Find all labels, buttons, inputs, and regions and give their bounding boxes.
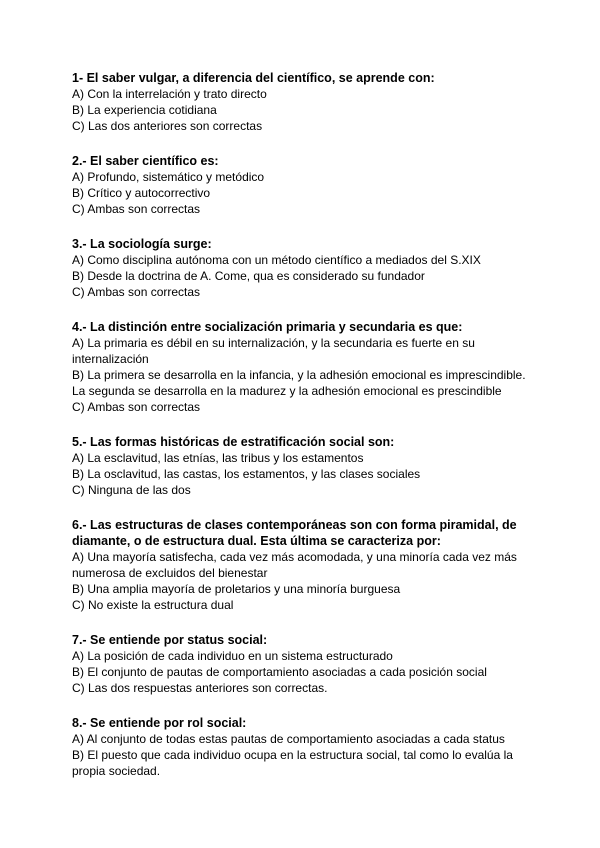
- option-c: C) Las dos respuestas anteriores son correctas.: [72, 681, 328, 695]
- option-a: A) Como disciplina autónoma con un método científico a mediados del S.XIX: [72, 253, 481, 267]
- option-c: C) Ninguna de las dos: [72, 483, 191, 497]
- option-b: B) La primera se desarrolla en la infancia, y la adhesión emocional es imprescindible. La segunda se desarrolla en la madurez y la adhesión emocional es prescindible: [72, 368, 526, 398]
- question-1: [72, 70, 540, 134]
- option-b: B) La osclavitud, las castas, los estamentos, y las clases sociales: [72, 467, 421, 481]
- option-a: A) Con la interrelación y trato directo: [72, 87, 267, 101]
- option-b: B) Crítico y autocorrectivo: [72, 186, 211, 200]
- question-title: 6.- Las estructuras de clases contemporáneas son con forma piramidal, de diamante, o de estructura dual. Esta última se caracteriza por:: [72, 518, 517, 548]
- option-a: A) Al conjunto de todas estas pautas de comportamiento asociadas a cada status: [72, 732, 505, 746]
- question-title: 4.- La distinción entre socialización primaria y secundaria es que:: [72, 320, 463, 334]
- option-b: B) El puesto que cada individuo ocupa en la estructura social, tal como lo evalúa la propia sociedad.: [72, 748, 513, 778]
- option-c: C) Ambas son correctas: [72, 202, 201, 216]
- option-a: A) Profundo, sistemático y metódico: [72, 170, 265, 184]
- question-title: 8.- Se entiende por rol social:: [72, 716, 247, 730]
- question-title: 5.- Las formas históricas de estratificación social son:: [72, 435, 395, 449]
- option-c: C) Ambas son correctas: [72, 400, 201, 414]
- question-title: 7.- Se entiende por status social:: [72, 633, 268, 647]
- question-2: [72, 153, 540, 217]
- option-c: C) Las dos anteriores son correctas: [72, 119, 263, 133]
- option-c: C) Ambas son correctas: [72, 285, 201, 299]
- question-5: [72, 434, 540, 498]
- option-c: C) No existe la estructura dual: [72, 598, 234, 612]
- question-title: 1- El saber vulgar, a diferencia del científico, se aprende con:: [72, 71, 435, 85]
- option-a: A) La primaria es débil en su internalización, y la secundaria es fuerte en su internalización: [72, 336, 475, 366]
- option-b: B) Una amplia mayoría de proletarios y una minoría burguesa: [72, 582, 401, 596]
- option-a: A) Una mayoría satisfecha, cada vez más acomodada, y una minoría cada vez más numerosa de excluidos del bienestar: [72, 550, 517, 580]
- option-a: A) La posición de cada individuo en un sistema estructurado: [72, 649, 393, 663]
- question-3: [72, 236, 540, 300]
- option-a: A) La esclavitud, las etnías, las tribus y los estamentos: [72, 451, 364, 465]
- question-7: [72, 632, 540, 696]
- question-4: [72, 319, 540, 415]
- option-b: B) Desde la doctrina de A. Come, qua es considerado su fundador: [72, 269, 425, 283]
- question-8: [72, 715, 540, 779]
- question-title: 2.- El saber científico es:: [72, 154, 219, 168]
- option-b: B) La experiencia cotidiana: [72, 103, 217, 117]
- question-6: [72, 517, 540, 613]
- option-b: B) El conjunto de pautas de comportamiento asociadas a cada posición social: [72, 665, 487, 679]
- question-title: 3.- La sociología surge:: [72, 237, 212, 251]
